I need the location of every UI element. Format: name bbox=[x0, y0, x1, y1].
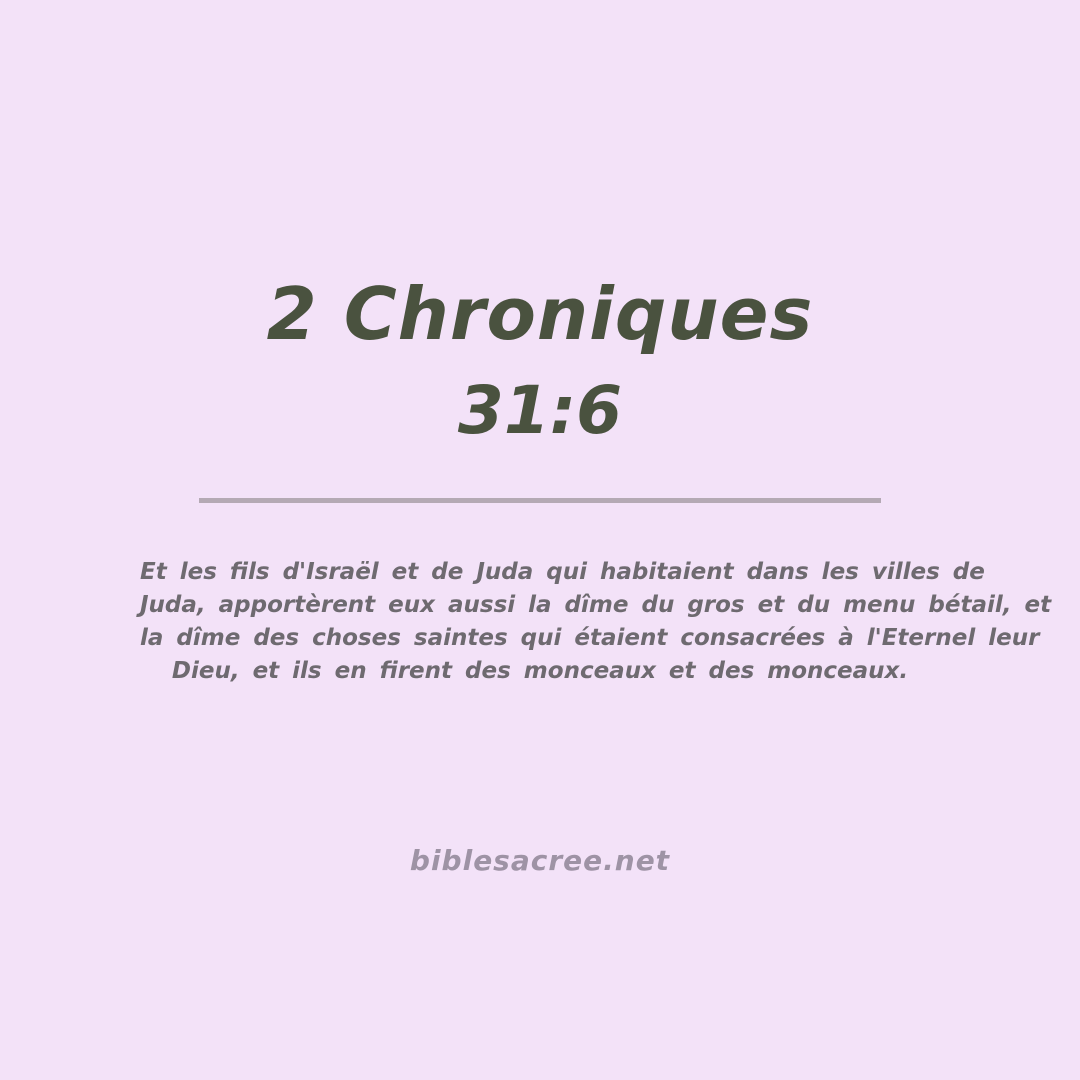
verse-line: Et les fils d'Israël et de Juda qui habitaient dans les villes de bbox=[140, 559, 985, 585]
divider-line bbox=[199, 498, 881, 503]
verse-line: Juda, apportèrent eux aussi la dîme du gros et du menu bétail, et bbox=[140, 592, 1052, 618]
watermark: biblesacree.net bbox=[409, 844, 671, 877]
title-block bbox=[0, 272, 1080, 449]
verse-line: Dieu, et ils en firent des monceaux et des monceaux. bbox=[171, 658, 909, 684]
verse-text bbox=[140, 556, 1052, 688]
book-title: 2 Chroniques bbox=[266, 272, 814, 356]
verse-reference: 31:6 bbox=[457, 372, 623, 449]
verse-line: la dîme des choses saintes qui étaient consacrées à l'Eternel leur bbox=[140, 625, 1040, 651]
